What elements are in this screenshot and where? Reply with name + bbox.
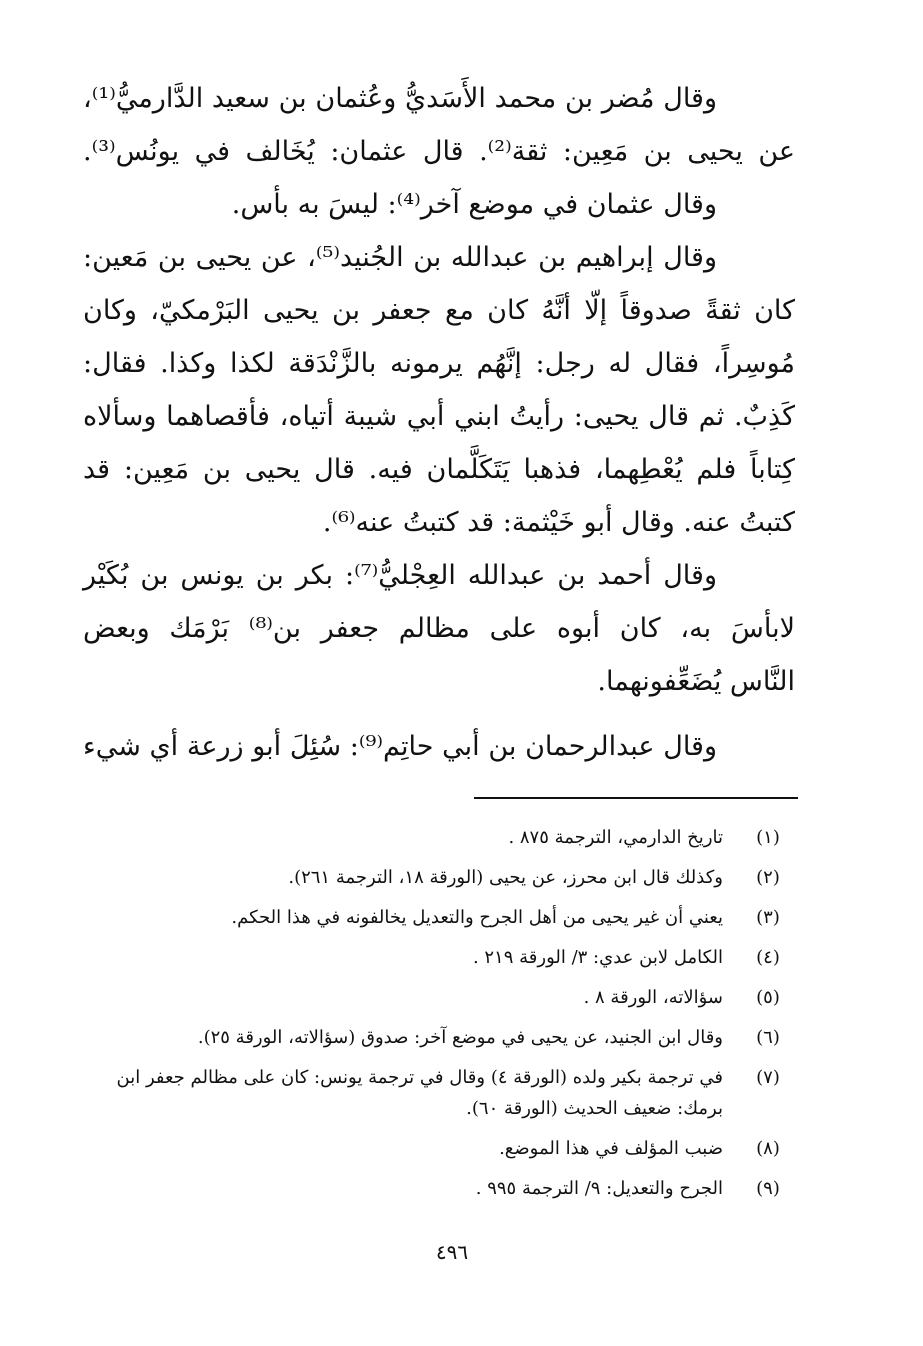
footnote-number: (٧) bbox=[756, 1067, 780, 1088]
text-line: وقال عثمان في موضع آخر⁽⁴⁾: ليسَ به بأس. bbox=[231, 189, 717, 220]
footnotes bbox=[83, 822, 795, 1213]
footnote-number: (٩) bbox=[756, 1178, 780, 1199]
footnote-item bbox=[83, 862, 795, 893]
text-line: كِتاباً فلم يُعْطِهما، فذهبا يَتَكَلَّمان فيه. قال يحيى بن مَعِين: قد bbox=[83, 454, 795, 485]
text-line: كَذِبٌ. ثم قال يحيى: رأيتُ ابني أبي شيبة أتياه، فأقصاهما وسألاه bbox=[83, 401, 795, 432]
text-line: عن يحيى بن مَعِين: ثقة⁽²⁾. قال عثمان: يُخَالف في يونُس⁽³⁾. bbox=[83, 136, 795, 167]
text-line: لابأسَ به، كان أبوه على مظالم جعفر بن⁽⁸⁾ بَرْمَك وبعض bbox=[83, 613, 795, 644]
footnote-number: (١) bbox=[756, 827, 780, 848]
text-line: مُوسِراً، فقال له رجل: إنَّهُم يرمونه بالزَّنْدَقة لكذا وكذا. فقال: bbox=[83, 348, 795, 379]
footnote-item bbox=[83, 1133, 795, 1164]
footnote-text: وكذلك قال ابن محرز، عن يحيى (الورقة ١٨، الترجمة ٢٦١). bbox=[288, 867, 723, 888]
footnote-item bbox=[83, 982, 795, 1013]
text-line: النَّاس يُضَعِّفونهما. bbox=[597, 666, 795, 697]
page-number: ٤٩٦ bbox=[435, 1240, 469, 1264]
footnote-text: ضبب المؤلف في هذا الموضع. bbox=[499, 1138, 723, 1159]
footnote-item bbox=[83, 902, 795, 933]
footnote-number: (٥) bbox=[756, 987, 780, 1008]
footnote-text: وقال ابن الجنيد، عن يحيى في موضع آخر: صدوق (سؤالاته، الورقة ٢٥). bbox=[197, 1027, 723, 1048]
footnote-item bbox=[83, 1022, 795, 1053]
footnote-text: في ترجمة بكير ولده (الورقة ٤) وقال في ترجمة يونس: كان على مظالم جعفر ابن برمك: ضعيف الحديث (الورقة ٦٠). bbox=[116, 1067, 723, 1119]
footnote-text: يعني أن غير يحيى من أهل الجرح والتعديل يخالفونه في هذا الحكم. bbox=[231, 907, 723, 928]
footnote-item bbox=[83, 822, 795, 853]
footnote-number: (٣) bbox=[756, 907, 780, 928]
footnote-item bbox=[83, 1062, 795, 1124]
footnote-item bbox=[83, 1173, 795, 1204]
footnote-number: (٢) bbox=[756, 867, 780, 888]
text-line: وقال أحمد بن عبدالله العِجْليُّ⁽⁷⁾: بكر بن يونس بن بُكَيْر bbox=[83, 560, 717, 591]
text-line: وقال عبدالرحمان بن أبي حاتِم⁽⁹⁾: سُئِلَ أبو زرعة أي شيء bbox=[83, 731, 717, 762]
footnote-text: سؤالاته، الورقة ٨ . bbox=[583, 987, 723, 1008]
main-text bbox=[83, 72, 795, 773]
footnote-number: (٨) bbox=[756, 1138, 780, 1159]
footnote-separator bbox=[474, 797, 798, 799]
footnote-text: الكامل لابن عدي: ٣/ الورقة ٢١٩ . bbox=[472, 947, 723, 968]
footnote-text: الجرح والتعديل: ٩/ الترجمة ٩٩٥ . bbox=[475, 1178, 723, 1199]
text-line: كان ثقةً صدوقاً إلّا أنَّهُ كان مع جعفر بن يحيى البَرْمكيّ، وكان bbox=[83, 295, 795, 326]
footnote-text: تاريخ الدارمي، الترجمة ٨٧٥ . bbox=[508, 827, 723, 848]
footnote-number: (٤) bbox=[756, 947, 780, 968]
text-line: كتبتُ عنه. وقال أبو خَيْثمة: قد كتبتُ عنه⁽⁶⁾. bbox=[322, 507, 795, 538]
footnote-item bbox=[83, 942, 795, 973]
text-line: وقال إبراهيم بن عبدالله بن الجُنيد⁽⁵⁾، عن يحيى بن مَعين: bbox=[83, 242, 717, 273]
text-line: وقال مُضر بن محمد الأَسَديُّ وعُثمان بن سعيد الدَّارميُّ⁽¹⁾، bbox=[83, 83, 717, 114]
footnote-number: (٦) bbox=[756, 1027, 780, 1048]
